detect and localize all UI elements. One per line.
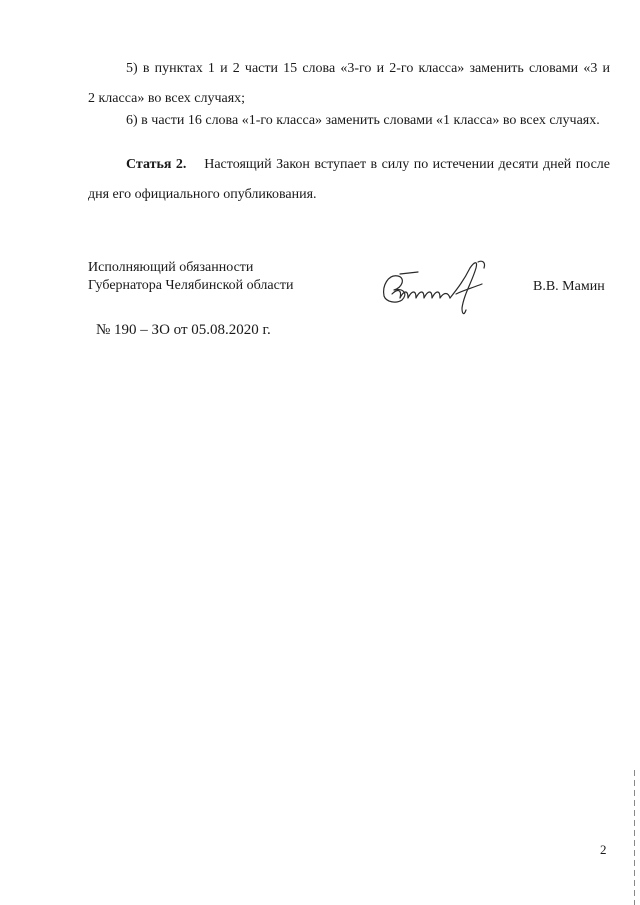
signatory-position-line-1: Исполняющий обязанности (88, 260, 254, 275)
signatory-position (88, 259, 293, 295)
handwritten-signature (378, 258, 498, 318)
item-5-paragraph (88, 54, 610, 114)
page-number: 2 (600, 842, 607, 857)
signatory-position-line-2: Губернатора Челябинской области (88, 278, 294, 293)
law-number: № 190 – ЗО от 05.08.2020 г. (96, 322, 271, 338)
article-2-line-1 (88, 150, 610, 180)
article-2-label: Статья 2. (126, 157, 187, 172)
signatory-name: В.В. Мамин (533, 279, 605, 294)
item-5-line-2: 2 класса» во всех случаях; (88, 91, 246, 106)
item-6-paragraph (88, 106, 610, 136)
scan-edge-mark (634, 770, 635, 905)
item-5-line-1: 5) в пунктах 1 и 2 части 15 слова «3-го и 2-го класса» заменить словами «3 и (126, 61, 610, 76)
item-6-line: 6) в части 16 слова «1-го класса» заменить словами «1 класса» во всех случаях. (126, 113, 600, 128)
article-2-text: Настоящий Закон вступает в силу по истечении десяти дней после (204, 157, 610, 172)
article-2-paragraph (88, 150, 610, 210)
article-2-line-2: дня его официального опубликования. (88, 187, 317, 202)
